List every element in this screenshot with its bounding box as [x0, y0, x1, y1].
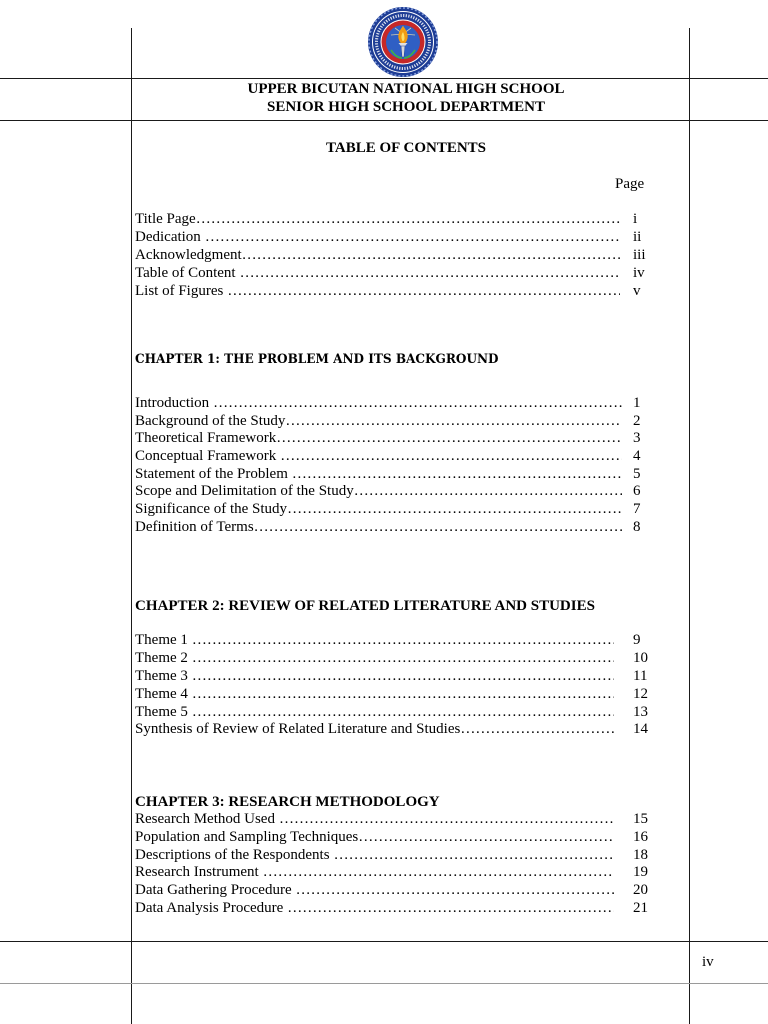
toc-entry-page: i [633, 211, 638, 227]
department-name: SENIOR HIGH SCHOOL DEPARTMENT [267, 99, 545, 115]
dot-leader [275, 811, 614, 829]
page-column-label: Page [615, 176, 645, 192]
toc-entry-title: Table of Content [135, 265, 236, 281]
toc-entry [135, 483, 641, 501]
dot-leader [276, 448, 622, 466]
toc-entry-title: Descriptions of the Respondents [135, 846, 330, 863]
toc-entry-page: 20 [633, 882, 648, 899]
toc-entry [135, 846, 648, 865]
toc-entry-title: Definition of Terms [135, 518, 254, 535]
toc-entry-title: Conceptual Framework [135, 448, 277, 465]
toc-entry [135, 667, 648, 686]
toc-entry-title: Data Gathering Procedure [135, 882, 292, 899]
toc-entry-title: Population and Sampling Techniques [135, 828, 359, 845]
toc-entry-title: Introduction [135, 395, 210, 411]
toc-entry [135, 412, 641, 431]
toc-entry-title: Background of the Study [135, 412, 286, 429]
dot-leader [276, 430, 622, 448]
header-top-rule [0, 78, 768, 79]
dot-leader [292, 882, 614, 900]
toc-entry-page: ii [633, 229, 642, 245]
toc-entry-title: Theme 1 [135, 632, 188, 648]
toc-entry [135, 246, 646, 264]
dot-leader [188, 632, 614, 650]
toc-entry-title: Theme 3 [135, 667, 188, 684]
toc-entry [135, 465, 641, 484]
right-margin-rule [689, 28, 690, 1024]
toc-entry [135, 518, 641, 537]
toc-entry-title: Acknowledgment [135, 247, 242, 263]
toc-entry [135, 228, 642, 246]
chapter-2-list [135, 632, 648, 739]
toc-entry [135, 828, 648, 847]
toc-entry [135, 264, 645, 282]
toc-entry-page: 6 [633, 483, 641, 500]
chapter-heading: CHAPTER 2: REVIEW OF RELATED LITERATURE AND STUDIES [135, 598, 595, 614]
toc-entry [135, 864, 648, 882]
toc-entry-page: iv [633, 265, 645, 281]
dot-leader [460, 721, 614, 739]
header-bottom-rule [0, 120, 768, 121]
toc-entry-title: Statement of the Problem [135, 465, 288, 482]
toc-entry-title: Theme 5 [135, 703, 188, 720]
toc-entry [135, 632, 641, 650]
toc-entry-page: 10 [633, 649, 648, 666]
toc-entry-page: 4 [633, 448, 641, 465]
toc-entry [135, 811, 648, 829]
dot-leader [196, 210, 620, 228]
page-title: TABLE OF CONTENTS [325, 140, 487, 156]
toc-entry-page: 5 [633, 465, 641, 482]
dot-leader [188, 704, 614, 722]
toc-entry [135, 430, 641, 448]
dot-leader [201, 228, 620, 246]
toc-entry [135, 210, 638, 228]
dot-leader [283, 900, 614, 918]
toc-entry-page: 2 [633, 412, 641, 429]
toc-entry-title: Dedication [135, 229, 201, 245]
dot-leader [285, 413, 622, 431]
toc-entry [135, 703, 648, 722]
chapter-heading: CHAPTER 1: THE PROBLEM AND ITS BACKGROUND [135, 352, 499, 367]
toc-entry-page: 9 [633, 632, 641, 648]
footer-top-rule [0, 941, 768, 942]
school-name: UPPER BICUTAN NATIONAL HIGH SCHOOL [247, 81, 565, 97]
toc-entry-page: v [633, 283, 641, 299]
dot-leader [354, 483, 622, 501]
dot-leader [223, 282, 620, 300]
chapter-1-list [135, 395, 641, 537]
toc-entry-title: Research Instrument [135, 864, 259, 881]
toc-entry-title: Synthesis of Review of Related Literature and Studies [135, 721, 461, 738]
dot-leader [259, 864, 614, 882]
front-matter-list [135, 210, 646, 300]
dot-leader [209, 395, 622, 413]
toc-entry [135, 448, 641, 466]
toc-entry-page: 16 [633, 828, 648, 845]
chapter-3-list [135, 811, 648, 918]
toc-entry-title: Theme 2 [135, 649, 188, 666]
toc-entry-page: iii [633, 247, 646, 263]
toc-entry-title: Data Analysis Procedure [135, 899, 284, 916]
toc-entry [135, 899, 648, 918]
dot-leader [188, 686, 614, 704]
toc-entry-page: 18 [633, 846, 648, 863]
toc-entry [135, 282, 641, 300]
toc-entry-page: 1 [633, 395, 641, 411]
toc-entry-page: 14 [633, 721, 648, 738]
toc-entry-page: 19 [633, 864, 648, 881]
toc-entry-page: 3 [633, 430, 641, 447]
toc-entry-page: 7 [633, 501, 641, 518]
dot-leader [287, 501, 622, 519]
left-margin-rule [131, 28, 132, 1024]
dot-leader [254, 519, 622, 537]
dot-leader [236, 264, 620, 282]
toc-entry-page: 8 [633, 518, 641, 535]
toc-entry-title: Theme 4 [135, 685, 188, 702]
toc-entry [135, 685, 648, 704]
footer-page-number: iv [702, 954, 714, 970]
dot-leader [242, 246, 620, 264]
toc-entry [135, 882, 648, 900]
dot-leader [330, 847, 614, 865]
toc-entry [135, 395, 641, 413]
dot-leader [188, 650, 614, 668]
school-seal-icon [367, 6, 439, 78]
dot-leader [288, 466, 622, 484]
toc-entry-page: 15 [633, 811, 648, 827]
toc-entry-page: 11 [633, 667, 648, 684]
dot-leader [358, 829, 614, 847]
toc-entry-page: 12 [633, 685, 648, 702]
toc-entry-title: Theoretical Framework [135, 430, 277, 447]
toc-entry-title: Scope and Delimitation of the Study [135, 483, 354, 500]
toc-entry-page: 21 [633, 899, 648, 916]
toc-entry-page: 13 [633, 703, 648, 720]
toc-entry-title: Significance of the Study [135, 501, 288, 518]
toc-entry [135, 501, 641, 519]
toc-entry-title: Title Page [135, 211, 196, 227]
toc-entry [135, 649, 648, 668]
dot-leader [188, 668, 614, 686]
toc-entry-title: List of Figures [135, 283, 224, 299]
toc-entry [135, 721, 648, 739]
toc-entry-title: Research Method Used [135, 811, 275, 827]
chapter-heading: CHAPTER 3: RESEARCH METHODOLOGY [135, 794, 440, 810]
footer-bottom-rule [0, 983, 768, 984]
